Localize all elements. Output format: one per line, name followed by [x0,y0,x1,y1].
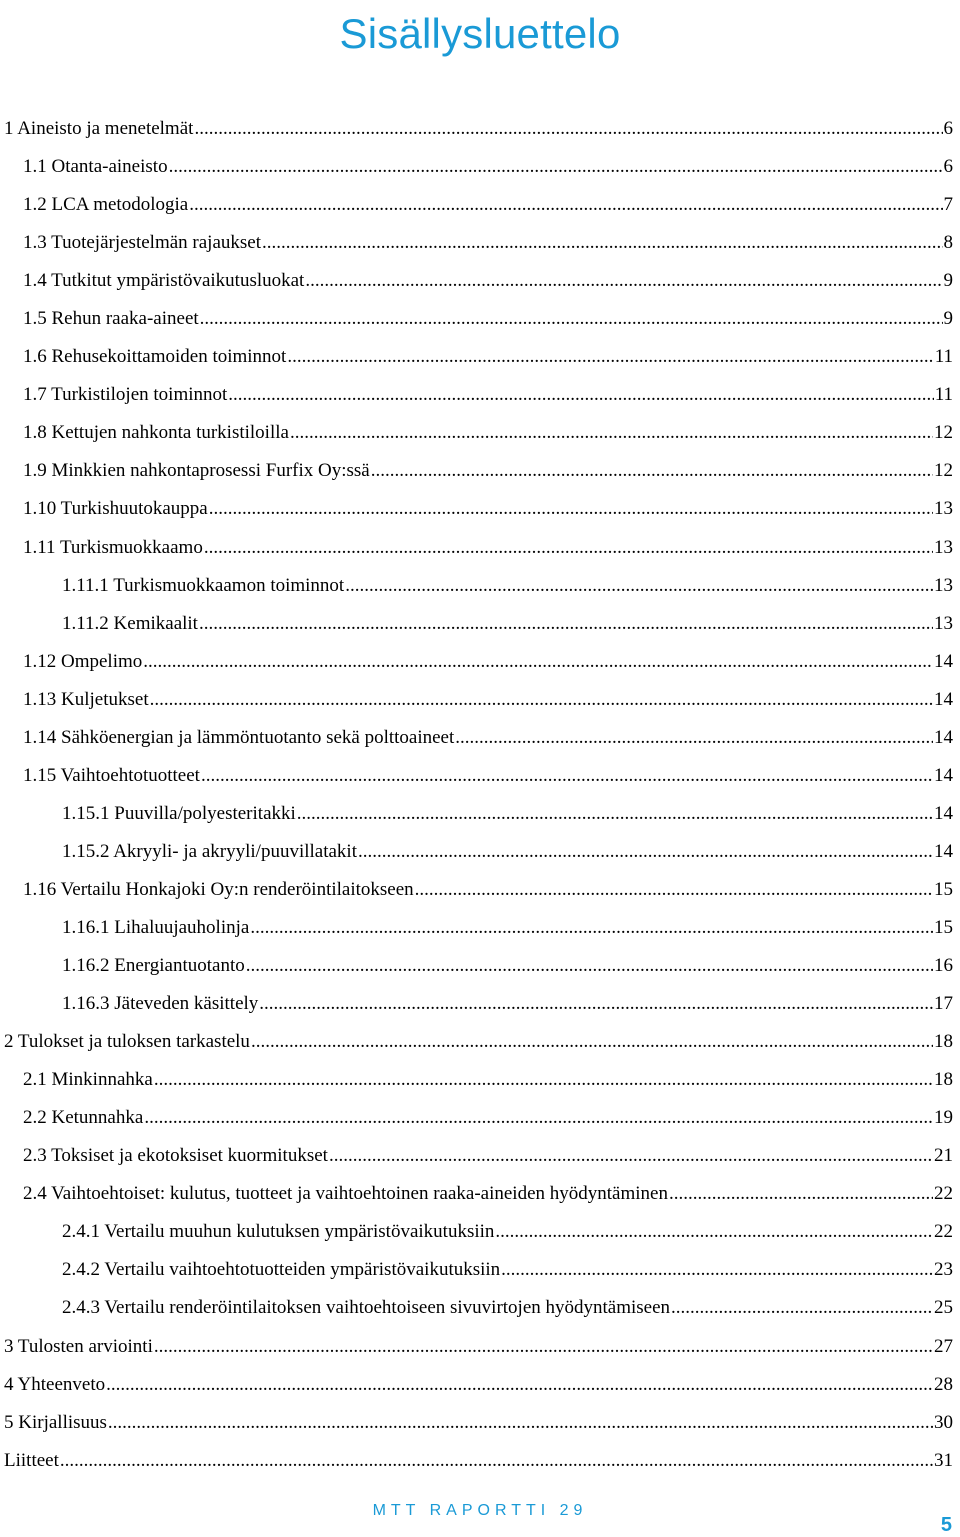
toc-entry-label: Liitteet [4,1449,59,1471]
toc-leader-dots [106,1370,933,1400]
toc-leader-dots [669,1179,933,1209]
toc-entry-label: 1.15 Vaihtoehtotuotteet [23,764,200,786]
toc-entry[interactable] [4,380,953,418]
toc-entry-page: 13 [934,574,953,596]
toc-entry[interactable] [4,1446,953,1484]
toc-entry-label: 2.1 Minkinnahka [23,1069,153,1091]
toc-entry-label: 2 Tulokset ja tuloksen tarkastelu [4,1031,250,1053]
toc-entry-label: 1.3 Tuotejärjestelmän rajaukset [23,232,261,254]
toc-entry-page: 14 [934,764,953,786]
toc-entry-page: 11 [934,384,953,406]
toc-entry-label: 1.15.2 Akryyli- ja akryyli/puuvillatakit [62,840,357,862]
toc-entry-page: 8 [943,232,953,254]
toc-leader-dots [290,418,933,448]
toc-entry-page: 25 [934,1297,953,1319]
toc-entry[interactable] [4,456,953,494]
toc-leader-dots [194,114,942,144]
toc-entry-label: 2.4.3 Vertailu renderöintilaitoksen vaihtoehtoiseen sivuvirtojen hyödyntämiseen [62,1297,671,1319]
toc-entry-label: 1.16.3 Jäteveden käsittely [62,993,259,1015]
toc-leader-dots [251,1027,933,1057]
toc-entry-page: 14 [934,802,953,824]
toc-entry[interactable] [4,1255,953,1293]
toc-leader-dots [345,571,933,601]
toc-entry-page: 28 [934,1373,953,1395]
toc-entry[interactable] [4,190,953,228]
toc-entry-label: 5 Kirjallisuus [4,1411,107,1433]
toc-entry[interactable] [4,1217,953,1255]
toc-entry-page: 9 [943,308,953,330]
toc-entry[interactable] [4,1103,953,1141]
toc-entry-page: 14 [934,840,953,862]
toc-entry[interactable] [4,761,953,799]
toc-entry[interactable] [4,1179,953,1217]
toc-entry-label: 1.13 Kuljetukset [23,688,149,710]
toc-entry-label: 3 Tulosten arviointi [4,1335,153,1357]
toc-entry-label: 1.1 Otanta-aineisto [23,156,168,178]
toc-entry-label: 1.11.1 Turkismuokkaamon toiminnot [62,574,345,596]
toc-leader-dots [201,761,933,791]
toc-entry[interactable] [4,647,953,685]
toc-entry[interactable] [4,799,953,837]
toc-entry-page: 18 [934,1031,953,1053]
toc-leader-dots [501,1255,933,1285]
toc-entry-page: 15 [934,878,953,900]
toc-entry-label: 1.5 Rehun raaka-aineet [23,308,199,330]
toc-entry[interactable] [4,533,953,571]
toc-leader-dots [371,456,933,486]
toc-leader-dots [144,1103,933,1133]
toc-entry-page: 13 [934,498,953,520]
toc-entry-page: 30 [934,1411,953,1433]
toc-entry-page: 22 [934,1221,953,1243]
toc-entry[interactable] [4,418,953,456]
toc-entry-page: 13 [934,612,953,634]
toc-entry-label: 2.4 Vaihtoehtoiset: kulutus, tuotteet ja vaihtoehtoinen raaka-aineiden hyödyntäminen [23,1183,668,1205]
toc-entry-page: 31 [934,1449,953,1471]
toc-entry-page: 18 [934,1069,953,1091]
toc-entry[interactable] [4,1141,953,1179]
toc-entry-label: 1 Aineisto ja menetelmät [4,118,194,139]
toc-entry[interactable] [4,609,953,647]
toc-entry-label: 1.8 Kettujen nahkonta turkistiloilla [23,422,289,444]
toc-entry-label: 1.4 Tutkitut ympäristövaikutusluokat [23,270,305,292]
toc-entry-page: 11 [934,346,953,368]
toc-leader-dots [246,951,933,981]
toc-leader-dots [209,494,933,524]
toc-entry[interactable] [4,304,953,342]
toc-entry[interactable] [4,1408,953,1446]
toc-entry-label: 2.4.1 Vertailu muuhun kulutuksen ympäristövaikutuksiin [62,1221,495,1243]
toc-entry[interactable] [4,837,953,875]
toc-entry[interactable] [4,875,953,913]
toc-entry-label: 1.16 Vertailu Honkajoki Oy:n renderöintilaitokseen [23,878,414,900]
toc-entry-page: 15 [934,916,953,938]
toc-entry-page: 12 [934,422,953,444]
toc-leader-dots [154,1065,933,1095]
toc-entry[interactable] [4,1065,953,1103]
toc-entry-label: 1.9 Minkkien nahkontaprosessi Furfix Oy:ssä [23,460,370,482]
toc-entry-page: 7 [943,194,953,216]
toc-leader-dots [250,913,933,943]
toc-entry-page: 21 [934,1145,953,1167]
toc-entry-page: 6 [943,118,953,139]
toc-entry[interactable] [4,228,953,266]
toc-entry-page: 22 [934,1183,953,1205]
toc-leader-dots [143,647,933,677]
toc-leader-dots [671,1293,933,1323]
toc-entry-label: 1.2 LCA metodologia [23,194,189,216]
toc-entry-label: 1.7 Turkistilojen toiminnot [23,384,228,406]
toc-leader-dots [358,837,933,867]
toc-entry-label: 1.14 Sähköenergian ja lämmöntuotanto sekä polttoaineet [23,726,455,748]
page-number: 5 [940,1514,952,1536]
toc-leader-dots [204,533,933,563]
toc-leader-dots [329,1141,933,1171]
toc-leader-dots [455,723,933,753]
toc-entry-label: 4 Yhteenveto [4,1373,106,1395]
toc-entry-page: 12 [934,460,953,482]
toc-entry[interactable] [4,723,953,761]
toc-leader-dots [169,152,943,182]
toc-entry-page: 6 [943,156,953,178]
toc-entry-page: 14 [934,650,953,672]
toc-leader-dots [200,304,943,334]
toc-entry-label: 1.6 Rehusekoittamoiden toiminnot [23,346,287,368]
toc-leader-dots [415,875,933,905]
toc-entry-page: 9 [943,270,953,292]
toc-entry[interactable] [4,571,953,609]
toc-entry-label: 2.3 Toksiset ja ekotoksiset kuormitukset [23,1145,328,1167]
toc-entry-page: 17 [934,993,953,1015]
toc-entry[interactable] [4,913,953,951]
toc-entry-label: 1.16.2 Energiantuotanto [62,955,245,977]
toc-leader-dots [259,989,933,1019]
toc-entry-page: 13 [934,536,953,558]
toc-entry-label: 1.15.1 Puuvilla/polyesteritakki [62,802,296,824]
toc-entry[interactable] [4,152,953,190]
toc-entry-page: 14 [934,688,953,710]
toc-entry[interactable] [4,1293,953,1331]
toc-leader-dots [297,799,933,829]
toc-leader-dots [154,1332,933,1362]
toc-entry-page: 23 [934,1259,953,1281]
toc-entry-label: 1.16.1 Lihaluujauholinja [62,916,250,938]
toc-leader-dots [150,685,933,715]
toc-entry[interactable] [4,1027,953,1065]
toc-entry[interactable] [4,1332,953,1370]
toc-leader-dots [262,228,943,258]
toc-entry-label: 2.2 Ketunnahka [23,1107,144,1129]
toc-entry-label: 2.4.2 Vertailu vaihtoehtotuotteiden ympäristövaikutuksiin [62,1259,501,1281]
toc-entry-label: 1.11.2 Kemikaalit [62,612,198,634]
toc-entry-label: 1.11 Turkismuokkaamo [23,536,203,558]
toc-entry-page: 27 [934,1335,953,1357]
toc-entry-page: 14 [934,726,953,748]
toc-entry[interactable] [4,685,953,723]
toc-entry[interactable] [4,494,953,532]
toc-entry[interactable] [4,1370,953,1408]
toc-entry[interactable] [4,114,953,152]
toc-entry[interactable] [4,342,953,380]
toc-entry-page: 19 [934,1107,953,1129]
toc-leader-dots [228,380,933,410]
toc-entry-label: 1.10 Turkishuutokauppa [23,498,208,520]
toc-leader-dots [199,609,933,639]
toc-leader-dots [305,266,942,296]
report-series-label: MTT RAPORTTI 29 [372,1502,588,1519]
toc-entry[interactable] [4,951,953,989]
toc-entry-label: 1.12 Ompelimo [23,650,143,672]
table-of-contents [4,114,953,1484]
toc-leader-dots [287,342,933,372]
toc-leader-dots [60,1446,933,1476]
toc-entry[interactable] [4,989,953,1027]
toc-leader-dots [108,1408,933,1438]
toc-leader-dots [189,190,942,220]
page-title: Sisällysluettelo [339,10,621,57]
toc-leader-dots [495,1217,933,1247]
toc-entry-page: 16 [934,955,953,977]
toc-entry[interactable] [4,266,953,304]
